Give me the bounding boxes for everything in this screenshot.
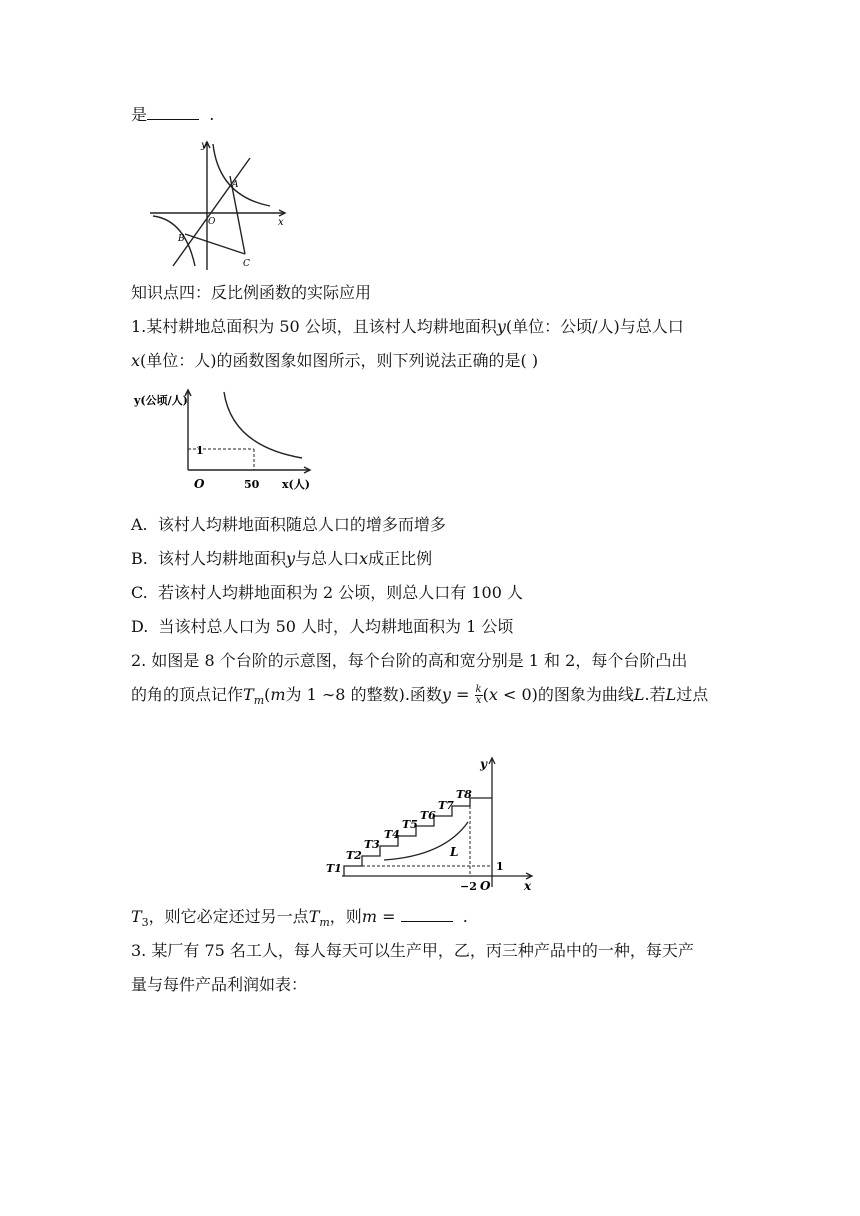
q1-y-label: y(公顷/人) <box>134 394 188 407</box>
q2-m: m <box>270 685 286 704</box>
option-c-letter: C. <box>131 583 148 602</box>
step-label-t7: T7 <box>438 799 454 812</box>
option-a-letter: A. <box>131 515 148 534</box>
q1-origin-label: O <box>194 477 205 491</box>
figure-2-graph <box>132 386 322 498</box>
option-b-text-b: 与总人口 <box>295 549 360 568</box>
figure-1-graph <box>145 136 290 272</box>
figure-3-steps <box>322 752 544 896</box>
steps-neg2-label: −2 <box>460 880 477 893</box>
q2-line1: 2. 如图是 8 个台阶的示意图，每个台阶的高和宽分别是 1 和 2，每个台阶凸出 <box>131 651 688 670</box>
step-label-t4: T4 <box>384 828 400 841</box>
q1-var-y: y <box>496 317 506 336</box>
fig1-o-label: O <box>208 217 216 227</box>
q2-cond-x: x <box>488 685 498 704</box>
intro-end: . <box>209 105 215 124</box>
option-b-letter: B. <box>131 549 148 568</box>
option-b-text-a: 该村人均耕地面积 <box>158 549 287 568</box>
option-a-text: 该村人均耕地面积随总人口的增多而增多 <box>157 515 446 534</box>
q2-T3-sub: 3 <box>141 916 149 930</box>
q2-L2: L <box>665 685 677 704</box>
steps-y-label: y <box>480 757 487 771</box>
step-label-t2: T2 <box>346 849 362 862</box>
q2-Tm-sub: m <box>319 916 330 930</box>
q2-Tm: T <box>308 907 320 926</box>
step-label-t6: T6 <box>420 809 436 822</box>
q2-paren: ( <box>264 685 271 704</box>
q2-line-1 <box>131 650 687 672</box>
frac-num: k <box>475 684 482 695</box>
q3-line-2 <box>131 974 307 996</box>
q1-line-2 <box>131 350 538 372</box>
intro-line <box>131 104 214 126</box>
q1-y-tick: 1 <box>196 444 204 457</box>
step-label-t1: T1 <box>326 862 342 875</box>
q2-line-2 <box>131 684 708 712</box>
step-label-t8: T8 <box>456 788 472 801</box>
line-bc <box>185 234 245 254</box>
fig1-c-label: C <box>243 259 250 269</box>
section-title-text: 知识点四：反比例函数的实际应用 <box>131 283 372 302</box>
q2-line2-e: < 0)的图象为曲线 <box>497 685 634 704</box>
option-b-var-y: y <box>286 549 296 568</box>
fraction-k-over-x <box>475 685 483 706</box>
q1-line1-b: (单位：公顷/人)与总人口 <box>505 317 684 336</box>
step-label-t5: T5 <box>402 818 418 831</box>
line-ab <box>173 158 250 266</box>
option-d-text: 当该村总人口为 50 人时，人均耕地面积为 1 公顷 <box>158 617 514 636</box>
fig1-x-label: x <box>278 217 284 228</box>
q2-line-3 <box>131 906 468 934</box>
steps-one-label: 1 <box>496 860 504 873</box>
q2-L: L <box>633 685 645 704</box>
q2-line3-b: ，则 <box>329 907 362 926</box>
steps-curve-label: L <box>450 845 459 859</box>
option-b-var-x: x <box>359 549 369 568</box>
q1-line-1 <box>131 316 684 338</box>
q2-line2-f: .若 <box>644 685 666 704</box>
q3-line1: 3. 某厂有 75 名工人，每人每天可以生产甲，乙，丙三种产品中的一种，每天产 <box>131 941 694 960</box>
q2-T-sub: m <box>253 694 265 708</box>
q1-curve <box>224 392 302 458</box>
q2-line3-end: . <box>462 907 468 926</box>
q1-line1-a: 1.某村耕地总面积为 50 公顷，且该村人均耕地面积 <box>131 317 497 336</box>
hyperbola-branch-2 <box>153 216 195 266</box>
q2-eq: = <box>450 685 475 704</box>
q2-T3: T <box>131 907 142 926</box>
q1-option-c <box>131 582 523 604</box>
fig1-a-label: A <box>232 180 239 190</box>
q2-m2: m <box>361 907 377 926</box>
answer-blank-2 <box>401 907 453 922</box>
section-title <box>131 282 371 304</box>
q2-eq2: = <box>376 907 401 926</box>
option-d-letter: D. <box>131 617 149 636</box>
q2-line3-a: ，则它必定还过另一点 <box>148 907 309 926</box>
q2-T: T <box>243 685 254 704</box>
step-label-t3: T3 <box>364 838 380 851</box>
q1-x-tick: 50 <box>244 478 260 491</box>
frac-den: x <box>475 695 482 706</box>
q1-option-b <box>131 548 432 570</box>
option-c-text: 若该村人均耕地面积为 2 公顷，则总人口有 100 人 <box>157 583 524 602</box>
q1-line2-b: (单位：人)的函数图象如图所示，则下列说法正确的是( ) <box>140 351 539 370</box>
intro-text: 是 <box>131 105 148 124</box>
answer-blank <box>147 105 199 120</box>
fig1-y-label: y <box>201 140 207 151</box>
q2-paren2: ( <box>482 685 489 704</box>
q1-x-label: x(人) <box>282 478 310 491</box>
q1-var-x: x <box>131 351 141 370</box>
q1-option-a <box>131 514 446 536</box>
q2-y: y <box>441 685 451 704</box>
q2-line2-c: 为 1 ∼8 的整数).函数 <box>285 685 442 704</box>
q3-line2: 量与每件产品利润如表： <box>131 975 308 994</box>
steps-origin-label: O <box>480 879 491 893</box>
fig1-b-label: B <box>178 234 185 244</box>
q3-line-1 <box>131 940 694 962</box>
option-b-text-c: 成正比例 <box>368 549 433 568</box>
q2-line2-a: 的角的顶点记作 <box>131 685 244 704</box>
q1-option-d <box>131 616 513 638</box>
steps-x-label: x <box>524 879 532 893</box>
q2-line2-g: 过点 <box>676 685 709 704</box>
